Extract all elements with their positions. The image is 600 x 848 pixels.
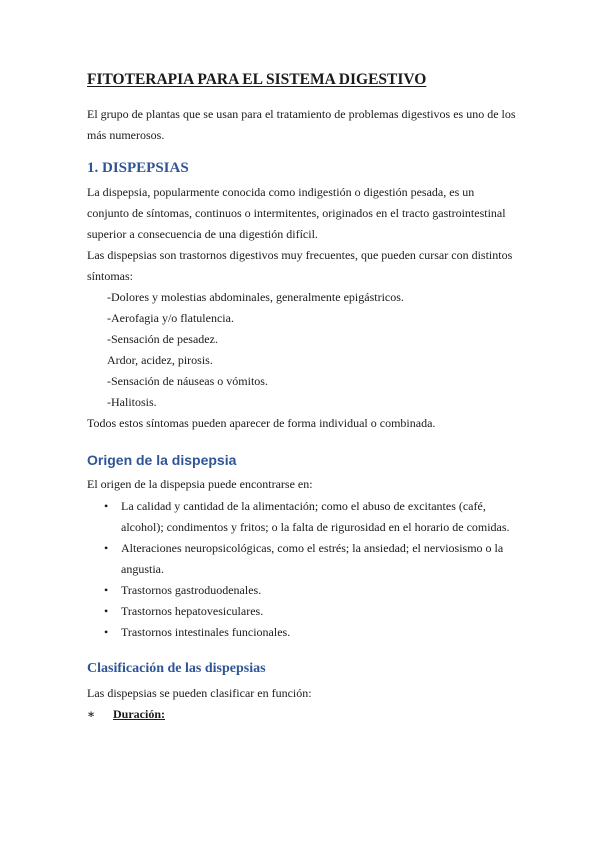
dispepsia-frequency-paragraph: Las dispepsias son trastornos digestivos muy frecuentes, que pueden cursar con distintos síntomas: <box>87 248 513 283</box>
criterion-item-duracion <box>87 704 519 725</box>
bullet-icon: • <box>104 541 109 555</box>
list-item <box>87 601 519 622</box>
list-item-text: Alteraciones neuropsicológicas, como el estrés; la ansiedad; el nerviosismo o la angustia. <box>121 541 504 576</box>
symptom-item: -Sensación de náuseas o vómitos. <box>107 374 268 388</box>
bullet-icon: • <box>104 583 109 597</box>
symptom-item: -Halitosis. <box>107 395 157 409</box>
origen-list <box>87 496 519 643</box>
list-item-text: Trastornos intestinales funcionales. <box>121 625 291 639</box>
symptom-item: Ardor, acidez, pirosis. <box>107 353 213 367</box>
subsection-heading-origen: Origen de la dispepsia <box>87 452 237 468</box>
list-item <box>87 538 519 580</box>
bullet-icon: • <box>104 625 109 639</box>
clasificacion-lead-paragraph: Las dispepsias se pueden clasificar en función: <box>87 686 312 700</box>
list-item <box>87 496 519 538</box>
criterion-label: Duración: <box>113 707 165 721</box>
asterisk-bullet-icon: ∗ <box>87 707 96 721</box>
symptom-summary-paragraph: Todos estos síntomas pueden aparecer de forma individual o combinada. <box>87 416 436 430</box>
document-title: FITOTERAPIA PARA EL SISTEMA DIGESTIVO <box>87 71 427 88</box>
list-item-text: Trastornos hepatovesiculares. <box>121 604 264 618</box>
list-item-text: La calidad y cantidad de la alimentación; como el abuso de excitantes (café, alcohol); condimentos y fritos; o la falta de rigurosidad en el horario de comidas. <box>121 499 510 534</box>
symptom-list <box>87 287 519 413</box>
document-page <box>87 70 519 725</box>
symptom-item: -Sensación de pesadez. <box>107 332 218 346</box>
list-item-text: Trastornos gastroduodenales. <box>121 583 262 597</box>
symptom-item: -Aerofagia y/o flatulencia. <box>107 311 234 325</box>
origen-lead-paragraph: El origen de la dispepsia puede encontrarse en: <box>87 477 313 491</box>
subsection-heading-clasificacion: Clasificación de las dispepsias <box>87 661 266 676</box>
section-heading-dispepsias: 1. DISPEPSIAS <box>87 160 189 176</box>
bullet-icon: • <box>104 604 109 618</box>
list-item <box>87 580 519 601</box>
dispepsia-definition-paragraph: La dispepsia, popularmente conocida como indigestión o digestión pesada, es un conjunto de síntomas, continuos o intermitentes, originados en el tracto gastrointestinal superior a consecuencia de una digestión difícil. <box>87 185 506 241</box>
intro-paragraph: El grupo de plantas que se usan para el tratamiento de problemas digestivos es uno de los más numerosos. <box>87 107 516 142</box>
bullet-icon: • <box>104 499 109 513</box>
symptom-item: -Dolores y molestias abdominales, generalmente epigástricos. <box>107 290 404 304</box>
list-item <box>87 622 519 643</box>
